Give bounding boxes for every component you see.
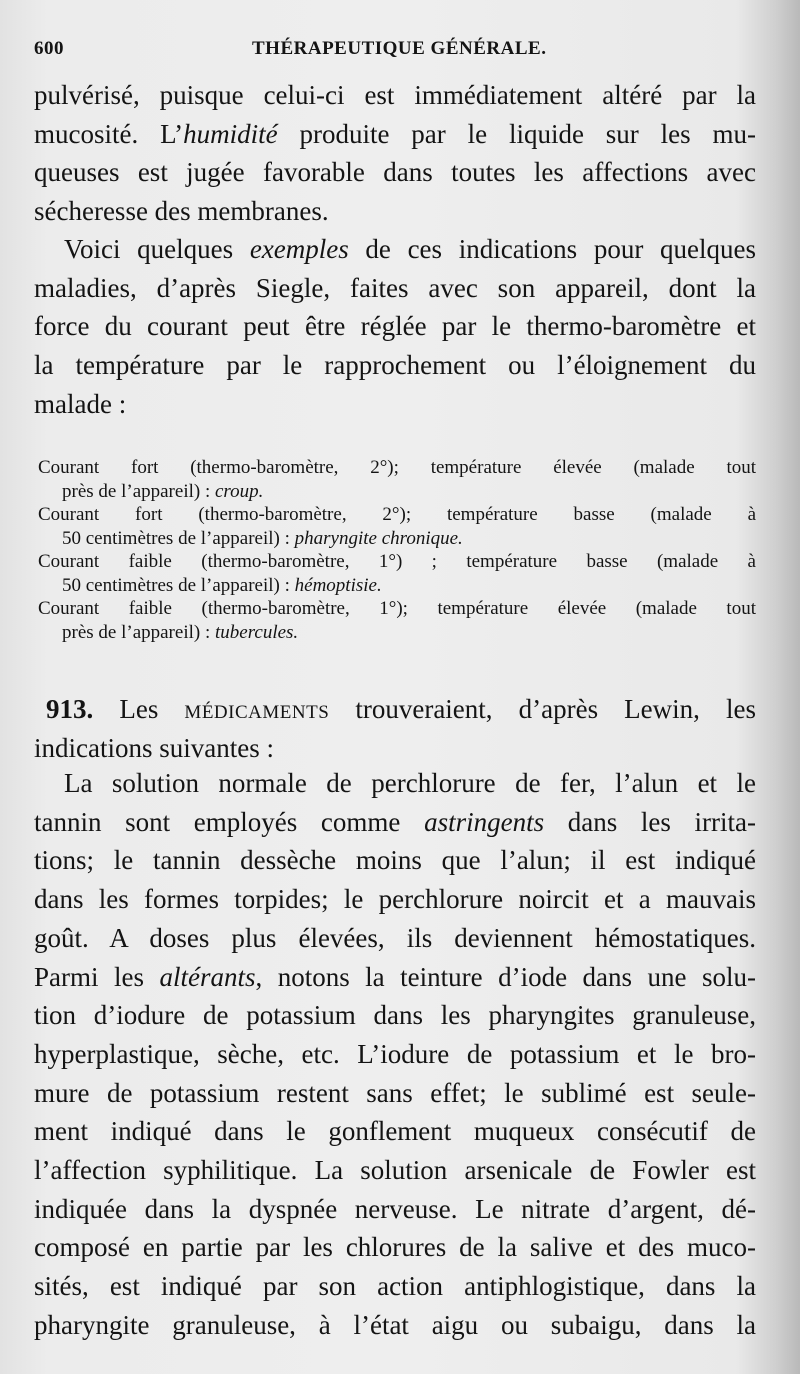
small-caps-term: médicaments [184, 694, 330, 724]
list-item [38, 597, 756, 644]
italic-term: croup. [214, 480, 264, 502]
text-line [38, 621, 756, 645]
section-number: 913. [46, 694, 94, 724]
text-run: dans les irrita- [544, 806, 756, 837]
text-line [38, 527, 756, 551]
list-item [38, 456, 756, 503]
paragraph-humidity [34, 76, 756, 231]
running-title: THÉRAPEUTIQUE GÉNÉRALE. [252, 38, 547, 59]
page-header [34, 38, 754, 68]
text-line: maladies, d’après Siegle, faites avec son appareil, dont la [34, 272, 756, 303]
text-line: Courant fort (thermo-baromètre, 2°); température élevée (malade tout [38, 457, 756, 478]
text-line: queuses est jugée favorable dans toutes les affections avec [34, 157, 756, 188]
text-run: Les [93, 694, 185, 724]
text-run: mucosité. L’ [34, 118, 184, 149]
italic-term: exemples [249, 234, 349, 264]
text-line [34, 115, 756, 154]
text-run: Parmi les [34, 961, 160, 992]
text-line [34, 690, 756, 729]
text-run: tannin sont employés comme [34, 806, 425, 837]
list-item [38, 503, 756, 550]
text-line: hyperplastique, sèche, etc. L’iodure de potassium et le bro- [34, 1038, 756, 1069]
paragraph-913 [34, 690, 756, 767]
text-line [38, 480, 756, 504]
text-line: pulvérisé, puisque celui-ci est immédiatement altéré par la [34, 80, 756, 110]
italic-term: astringents [424, 806, 545, 837]
text-line [34, 230, 756, 269]
text-line: La solution normale de perchlorure de fer, l’alun et le [64, 768, 756, 798]
text-line: Courant faible (thermo-baromètre, 1°); température élevée (malade tout [38, 598, 756, 619]
text-line: malade : [34, 388, 127, 419]
paragraph-examples [34, 230, 756, 424]
italic-term: pharyngite chronique. [294, 527, 463, 549]
italic-term: humidité [183, 118, 278, 149]
text-run: 50 centimètres de l’appareil) : [62, 527, 295, 549]
paragraph-medications [34, 764, 756, 1345]
text-line: tion d’iodure de potassium dans les pharyngites granuleuse, [34, 1000, 756, 1031]
text-line: mure de potassium restent sans effet; le sublimé est seule- [34, 1077, 756, 1108]
text-line: Courant faible (thermo-baromètre, 1°) ; température basse (malade à [38, 551, 756, 572]
text-line [34, 958, 756, 997]
text-run: produite par le liquide sur les mu- [277, 118, 756, 149]
italic-term: tubercules. [214, 621, 299, 643]
text-line: l’affection syphilitique. La solution arsenicale de Fowler est [34, 1155, 756, 1186]
text-line: Courant fort (thermo-baromètre, 2°); température basse (malade à [38, 504, 756, 525]
text-run: près de l’appareil) : [62, 621, 215, 643]
text-line: sécheresse des membranes. [34, 196, 329, 227]
text-line: indications suivantes : [34, 732, 274, 763]
text-line [34, 803, 756, 842]
text-line: dans les formes torpides; le perchlorure noircit et a mauvais [34, 884, 756, 915]
text-run: de ces indications pour quelques [348, 234, 756, 264]
text-line: indiquée dans la dyspnée nerveuse. Le nitrate d’argent, dé- [34, 1193, 756, 1224]
text-line: sités, est indiqué par son action antiphlogistique, dans la [34, 1271, 756, 1302]
italic-term: altérants [159, 961, 256, 992]
list-item [38, 550, 756, 597]
page-number: 600 [34, 38, 64, 59]
indications-list [38, 456, 756, 644]
text-run: , notons la teinture d’iode dans une solu- [255, 961, 756, 992]
italic-term: hémoptisie. [294, 574, 382, 596]
text-line: tions; le tannin dessèche moins que l’alun; il est indiqué [34, 845, 756, 876]
text-line: pharyngite granuleuse, à l’état aigu ou subaigu, dans la [34, 1309, 756, 1340]
text-line: la température par le rapprochement ou l’éloignement du [34, 350, 756, 381]
text-line: force du courant peut être réglée par le thermo-baromètre et [34, 311, 756, 342]
text-run: 50 centimètres de l’appareil) : [62, 574, 295, 596]
text-run: près de l’appareil) : [62, 480, 215, 502]
text-line: ment indiqué dans le gonflement muqueux consécutif de [34, 1116, 756, 1147]
text-line: composé en partie par les chlorures de la salive et des muco- [34, 1232, 756, 1263]
text-run: trouveraient, d’après Lewin, les [329, 694, 756, 724]
text-line [38, 574, 756, 598]
text-line: goût. A doses plus élevées, ils deviennent hémostatiques. [34, 922, 756, 953]
text-run: Voici quelques [64, 234, 250, 264]
